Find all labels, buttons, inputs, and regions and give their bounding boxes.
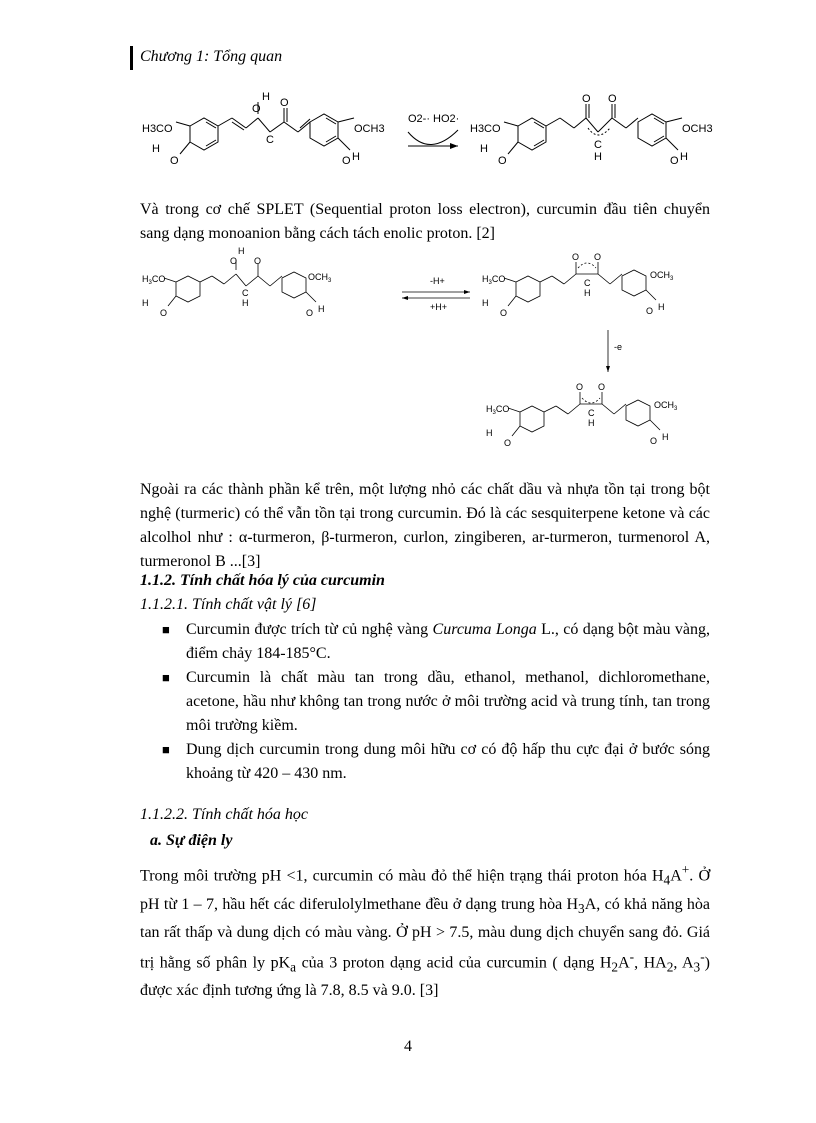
scheme2-mol-a: [164, 260, 316, 306]
s2c-och3: $OCH_3$: [654, 400, 678, 412]
page-number: 4: [404, 1038, 412, 1055]
s2c-ch: H: [588, 418, 595, 428]
s1-enol-h: H: [262, 91, 270, 103]
bullet-marker: ■: [162, 742, 170, 757]
header-rule: [130, 46, 133, 70]
scheme2-reaction: [140, 246, 730, 456]
s1-h3co-left: H3CO: [142, 123, 173, 135]
scheme2-mol-c: [508, 392, 660, 436]
scheme1-molecule-left: [176, 102, 354, 154]
s1-o1-right: O: [582, 93, 591, 105]
section-heading: 1.1.2. Tính chất hóa lý của curcumin: [140, 572, 385, 589]
paragraph-splet: Và trong cơ chế SPLET (Sequential proton loss electron), curcumin đầu tiên chuyển sang dạng monoanion bằng cách tách enolic proton. [2]: [140, 201, 710, 242]
scheme1-reaction: [140, 88, 730, 178]
s1-o-right: O: [498, 155, 507, 167]
scheme2-mol-b: [504, 262, 656, 306]
s2-reverse-label: +H+: [430, 302, 448, 312]
s2c-h3co: $H_3CO$: [486, 404, 510, 416]
s1-o-left: O: [170, 155, 179, 167]
s1-keto-o: O: [280, 97, 289, 109]
s2b-o2: O: [594, 252, 602, 262]
s2a-enol-o: O: [230, 256, 238, 266]
scheme1-molecule-right: [504, 104, 682, 154]
s2b-o1: O: [572, 252, 580, 262]
s1-o-ring-right: O: [670, 155, 679, 167]
s1-h-center-right: H: [594, 151, 602, 163]
s2a-o: O: [160, 308, 168, 318]
s2a-o2: O: [306, 308, 314, 318]
s2-forward-label: -H+: [430, 276, 445, 286]
s1-och3-left: OCH3: [354, 123, 385, 135]
s1-enol-o: O: [252, 103, 261, 115]
s2c-o: O: [504, 438, 512, 448]
bullet-marker: ■: [162, 670, 170, 685]
s1-c: C: [266, 134, 274, 146]
s2b-och3: $OCH_3$: [650, 270, 674, 282]
s2a-enol-h: H: [238, 246, 245, 256]
s2c-o1: O: [576, 382, 584, 392]
s2a-keto-o: O: [254, 256, 262, 266]
s2b-h2: H: [658, 302, 665, 312]
s1-h-right-ring: H: [352, 151, 360, 163]
s2a-och3: $OCH_3$: [308, 272, 332, 284]
s2c-o3: O: [650, 436, 658, 446]
subsection-physical: 1.1.2.1. Tính chất vật lý [6]: [140, 596, 317, 613]
s2a-h2: H: [318, 304, 325, 314]
s1-c-right: C: [594, 139, 602, 151]
s2c-o2: O: [598, 382, 606, 392]
s1-reagent: O2-· HO2·: [408, 113, 460, 125]
subsection-ionization: a. Sự điện ly: [150, 832, 233, 849]
s2-electron-label: -e: [614, 342, 623, 352]
subsection-chemical: 1.1.2.2. Tính chất hóa học: [140, 806, 308, 823]
s1-o-right-ring: O: [342, 155, 351, 167]
bullet-item-1: Curcumin được trích từ củ nghệ vàng Curcuma Longa L., có dạng bột màu vàng, điểm chảy 184-185°C.: [186, 621, 711, 662]
s1-h3co-right: H3CO: [470, 123, 501, 135]
s2b-c: C: [584, 278, 591, 288]
s2b-o3: O: [646, 306, 654, 316]
paragraph-ionization: Trong môi trường pH <1, curcumin có màu đỏ thể hiện trạng thái proton hóa $H_4A^+$. Ở pH từ 1 – 7, hầu hết các diferulolylmethane đều ở dạng trung hòa $H_3A$, có khả năng hòa tan rất thấp và dung dịch có màu vàng. Ở pH > 7.5, màu dung dịch chuyển sang đỏ. Giá trị hằng số phân ly $pK_a$ của 3 proton dạng acid của curcumin ( dạng $H_2A^-$, $HA_2$, $A_3^-$) được xác định tương ứng là 7.8, 8.5 và 9.0. [3]: [140, 862, 711, 1000]
s2a-h3co: $H_3CO$: [142, 274, 166, 286]
s2a-ch: H: [242, 298, 249, 308]
s1-och3-right: OCH3: [682, 123, 713, 135]
bullet-marker: ■: [162, 622, 170, 637]
s1-h-ring-right: H: [680, 151, 688, 163]
s2c-c: C: [588, 408, 595, 418]
s2b-h3co: $H_3CO$: [482, 274, 506, 286]
s2b-ch: H: [584, 288, 591, 298]
s2a-c: C: [242, 288, 249, 298]
bullet-item-2: Curcumin là chất màu tan trong dầu, ethanol, methanol, dichloromethane, acetone, hầu như không tan trong nước ở môi trường acid và trung tính, tan trong môi trường kiềm.: [186, 669, 710, 734]
s1-o2-right: O: [608, 93, 617, 105]
s1-h-right: H: [480, 143, 488, 155]
bullet-item-3: Dung dịch curcumin trong dung môi hữu cơ có độ hấp thu cực đại ở bước sóng khoảng từ 420 – 430 nm.: [186, 741, 710, 782]
s2c-h: H: [486, 428, 493, 438]
paragraph-other-components: Ngoài ra các thành phần kể trên, một lượng nhỏ các chất dầu và nhựa tồn tại trong bột nghệ (turmeric) có thể vẫn tồn tại trong curcumin. Đó là các sesquiterpene ketone và các alcolhol như : α-turmeron, β-turmeron, curlon, zingiberen, ar-turmeron, turmenorol A, turmeronol B ...[3]: [140, 481, 710, 570]
s2c-h2: H: [662, 432, 669, 442]
s1-h-left: H: [152, 143, 160, 155]
s2a-h: H: [142, 298, 149, 308]
s2b-o: O: [500, 308, 508, 318]
chapter-header: Chương 1: Tổng quan: [140, 48, 283, 65]
s2b-h: H: [482, 298, 489, 308]
